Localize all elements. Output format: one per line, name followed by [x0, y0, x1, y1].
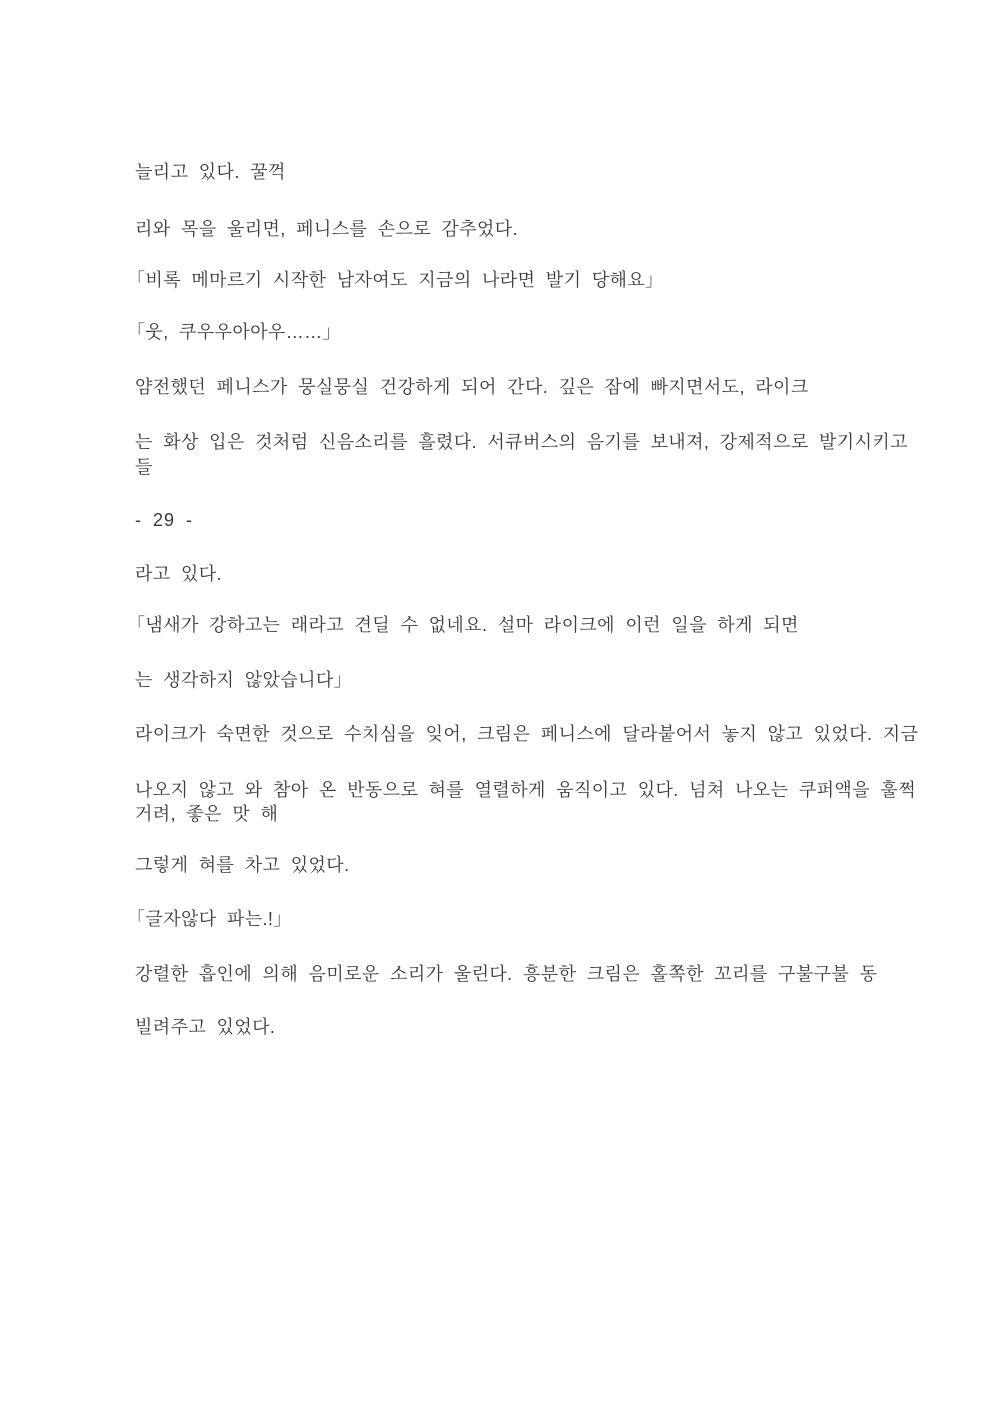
text-line: 그렇게 혀를 차고 있었다.	[135, 855, 350, 875]
text-line: 늘리고 있다. 꿀꺽	[135, 162, 286, 182]
text-line-wrap: 들	[135, 457, 153, 477]
text-line: 빌려주고 있었다.	[135, 1017, 276, 1037]
text-line: 리와 목을 울리면, 페니스를 손으로 감추었다.	[135, 219, 518, 239]
text-line: 라이크가 숙면한 것으로 수치심을 잊어, 크림은 페니스에 달라붙어서 놓지 않고 있었다. 지금	[135, 724, 919, 744]
quote-line: 「글자않다 파는.!」	[127, 909, 292, 929]
text-line-wrap: 거려, 좋은 맛 해	[135, 804, 279, 824]
quote-line: 「웃, 쿠우우아아우……」	[127, 322, 341, 342]
quote-line: 「비록 메마르기 시작한 남자여도 지금의 나라면 발기 당해요」	[127, 270, 664, 290]
text-line: 강렬한 흡인에 의해 음미로운 소리가 울린다. 흥분한 크림은 홀쪽한 꼬리를 구불구불 동	[135, 964, 878, 984]
quote-line: 「냄새가 강하고는 래라고 견딜 수 없네요. 설마 라이크에 이런 일을 하게 되면	[127, 615, 799, 635]
text-line: 나오지 않고 와 참아 온 반동으로 혀를 열렬하게 움직이고 있다. 넘쳐 나오는 쿠퍼액을 훌쩍	[135, 780, 916, 800]
text-line: 라고 있다.	[135, 564, 222, 584]
text-line: 는 화상 입은 것처럼 신음소리를 흘렸다. 서큐버스의 음기를 보내져, 강제적으로 발기시키고	[135, 432, 908, 452]
page-number-marker: - 29 -	[135, 510, 194, 530]
text-line: 는 생각하지 않았습니다」	[135, 670, 353, 690]
text-line: 얌전했던 페니스가 뭉실뭉실 건강하게 되어 간다. 깊은 잠에 빠지면서도, 라이크	[135, 377, 809, 397]
